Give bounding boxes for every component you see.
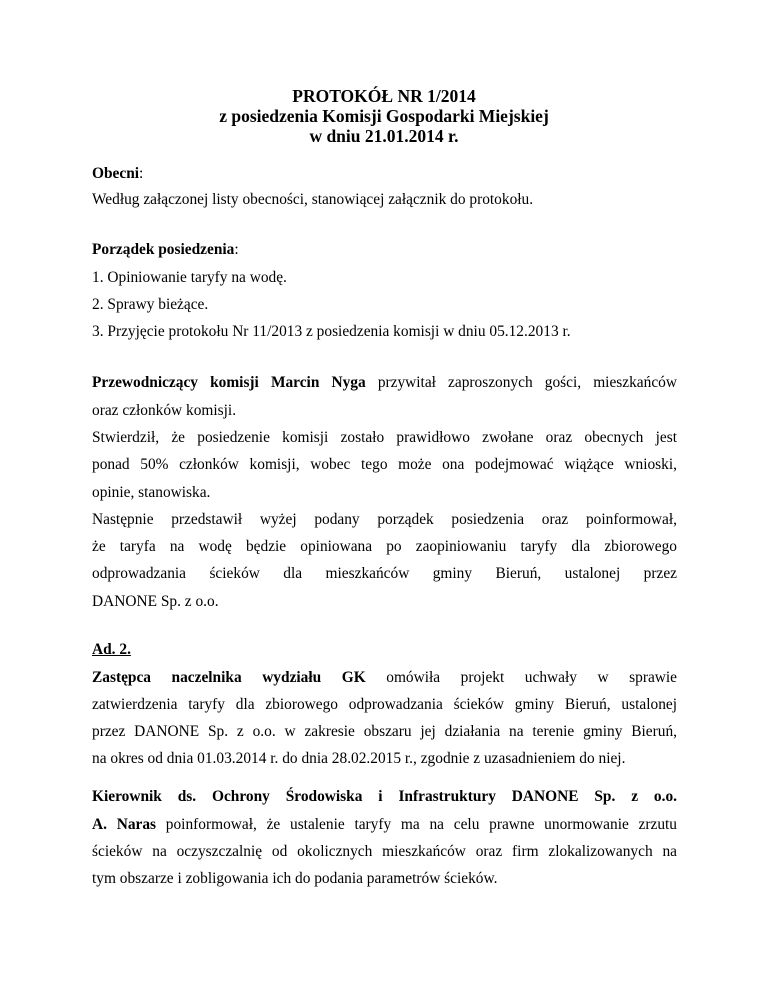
chair-paragraph-line: DANONE Sp. z o.o. (92, 593, 219, 610)
present-heading-line: Obecni: (92, 165, 144, 182)
protocol-date: w dniu 21.01.2014 r. (309, 126, 459, 146)
ad2-paragraph-line: przez DANONE Sp. z o.o. w zakresie obszaru jej działania na terenie gminy Bieruń, (92, 723, 677, 740)
deputy-title: Zastępca naczelnika wydziału GK (92, 669, 366, 686)
chair-paragraph-line: oraz członków komisji. (92, 402, 237, 419)
ad2-paragraph-line: na okres od dnia 01.03.2014 r. do dnia 28.02.2015 r., zgodnie z uzasadnieniem do niej. (92, 750, 626, 767)
chair-name: Przewodniczący komisji Marcin Nyga (92, 374, 366, 391)
chair-paragraph-line: że taryfa na wodę będzie opiniowana po zaopiniowaniu taryfy dla zbiorowego (92, 538, 677, 555)
agenda-item: 3. Przyjęcie protokołu Nr 11/2013 z posiedzenia komisji w dniu 05.12.2013 r. (92, 323, 571, 340)
protocol-subtitle: z posiedzenia Komisji Gospodarki Miejskiej (219, 106, 549, 126)
manager-name: A. Naras (92, 816, 157, 833)
manager-paragraph-line: ścieków na oczyszczalnię od okolicznych mieszkańców oraz firm zlokalizowanych na (92, 843, 677, 860)
chair-paragraph-line: Następnie przedstawił wyżej podany porządek posiedzenia oraz poinformował, (92, 511, 677, 528)
manager-paragraph-line (92, 788, 677, 806)
chair-paragraph-line: Stwierdził, że posiedzenie komisji zostało prawidłowo zwołane oraz obecnych jest (92, 429, 677, 446)
ad2-paragraph-line: zatwierdzenia taryfy dla zbiorowego odprowadzania ścieków gminy Bieruń, ustalonej (92, 696, 677, 713)
chair-paragraph-line: ponad 50% członków komisji, wobec tego może ona podejmować wiążące wnioski, (92, 456, 677, 473)
agenda-heading-line: Porządek posiedzenia: (92, 241, 239, 258)
ad2-paragraph-line: Zastępca naczelnika wydziału GK omówiła projekt uchwały w sprawie (92, 669, 677, 686)
manager-paragraph-line: tym obszarze i zobligowania ich do podania parametrów ścieków. (92, 870, 498, 887)
protocol-title: PROTOKÓŁ NR 1/2014 (292, 86, 476, 106)
agenda-item: 2. Sprawy bieżące. (92, 296, 209, 313)
chair-paragraph-line: odprowadzania ścieków dla mieszkańców gminy Bieruń, ustalonej przez (92, 565, 677, 582)
agenda-item: 1. Opiniowanie taryfy na wodę. (92, 269, 287, 286)
chair-paragraph-line: opinie, stanowiska. (92, 484, 211, 501)
chair-paragraph-line: Przewodniczący komisji Marcin Nyga przywitał zaproszonych gości, mieszkańców (92, 374, 677, 391)
present-heading: Obecni (92, 165, 140, 182)
manager-paragraph-line: A. Naras poinformował, że ustalenie taryfy ma na celu prawne unormowanie zrzutu (92, 816, 678, 833)
manager-title: Kierownik ds. Ochrony Środowiska i Infrastruktury DANONE Sp. z o.o. (92, 788, 677, 805)
ad2-heading: Ad. 2. (92, 641, 131, 658)
agenda-heading: Porządek posiedzenia (92, 241, 235, 258)
present-text: Według załączonej listy obecności, stanowiącej załącznik do protokołu. (92, 191, 534, 208)
